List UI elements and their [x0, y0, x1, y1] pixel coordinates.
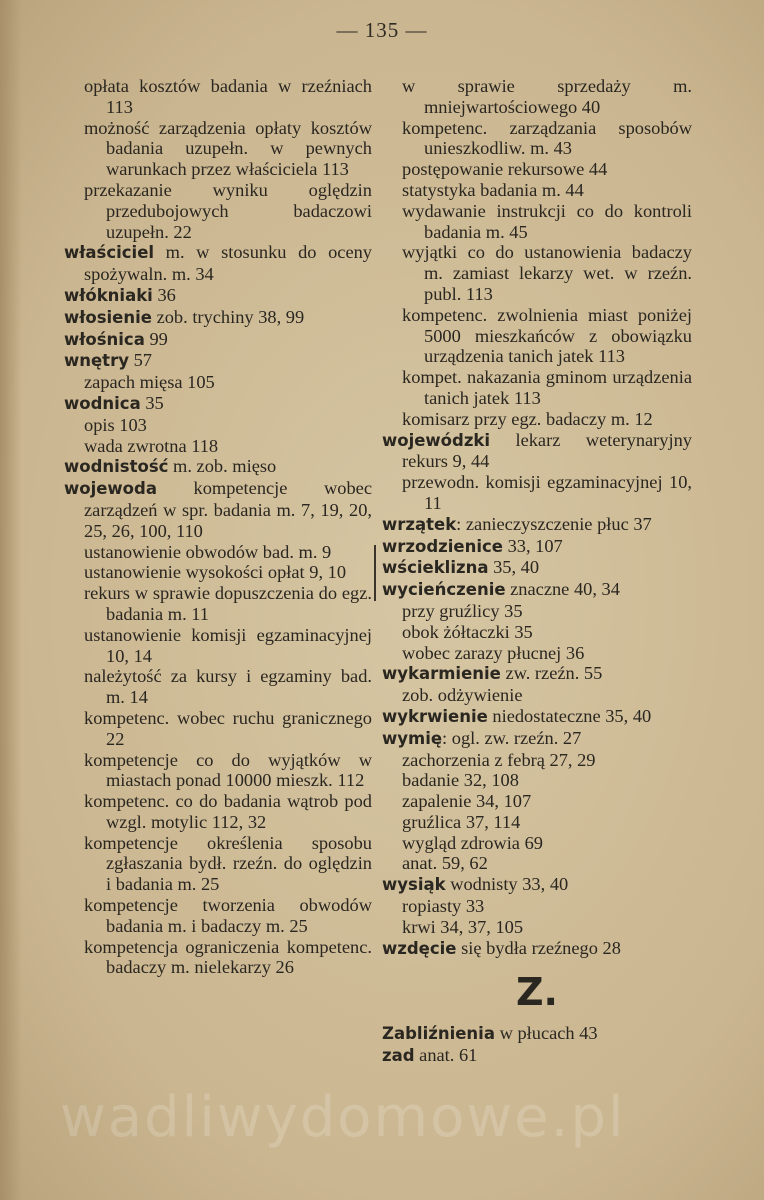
entry-text: wada zwrotna 118 — [84, 435, 219, 456]
entry-text: : zanieczyszczenie płuc 37 — [456, 513, 652, 534]
index-subentry — [382, 601, 692, 622]
entry-headword: zad — [382, 1046, 415, 1066]
index-subentry — [382, 367, 692, 409]
index-subentry — [382, 76, 692, 118]
entry-text: zob. trychiny 38, 99 — [151, 306, 305, 327]
entry-text: możność zarządzenia opłaty kosztów badania uzupełn. w pewnych warunkach przez właściciela 113 — [84, 117, 372, 180]
entry-text: zob. odżywienie — [402, 685, 523, 706]
entry-text: anat. 61 — [414, 1045, 478, 1066]
index-entry — [64, 329, 372, 351]
entry-text: opłata kosztów badania w rzeźniach 113 — [84, 76, 372, 117]
index-subentry — [64, 76, 372, 118]
entry-text: opis 103 — [84, 414, 147, 435]
index-entry — [64, 393, 372, 415]
index-entry — [382, 728, 692, 750]
index-entry — [64, 307, 372, 329]
entry-text: zapach mięsa 105 — [84, 372, 215, 393]
entry-text: : ogl. zw. rzeźn. 27 — [442, 727, 582, 748]
index-column-left — [64, 76, 372, 978]
entry-text: należytość za kursy i egzaminy bad. m. 14 — [84, 666, 372, 708]
index-subentry — [64, 562, 372, 583]
index-entry — [64, 456, 372, 478]
entry-text: kompetenc. zarządzania sposobów unieszkodliw. m. 43 — [402, 117, 692, 159]
entry-text: w sprawie sprzedaży m. mniejwartościowego 40 — [402, 76, 692, 117]
entry-text: statystyka badania m. 44 — [402, 179, 584, 200]
entry-text: zapalenie 34, 107 — [402, 791, 532, 812]
index-subentry — [64, 833, 372, 895]
entry-text: przy gruźlicy 35 — [402, 600, 523, 621]
entry-text: kompetencje co do wyjątków w miastach ponad 10000 mieszk. 112 — [84, 749, 372, 791]
index-subentry — [64, 180, 372, 242]
index-subentry — [382, 812, 692, 833]
entry-text: anat. 59, 62 — [402, 853, 488, 874]
entry-text: obok żółtaczki 35 — [402, 621, 533, 642]
index-entry — [64, 350, 372, 372]
index-subentry — [382, 853, 692, 874]
entry-headword: wrzątek — [382, 514, 457, 534]
entry-text: 99 — [144, 328, 168, 349]
entry-text: 36 — [152, 284, 176, 305]
entry-headword: wrzodzienice — [382, 536, 503, 556]
entry-text: 57 — [128, 350, 152, 371]
index-column-right — [382, 76, 692, 1067]
index-entry — [382, 430, 692, 473]
entry-text: przewodn. komisji egzaminacyjnej 10, 11 — [402, 472, 692, 513]
entry-text: 35 — [140, 392, 164, 413]
index-subentry — [382, 472, 692, 514]
entry-text: m. w stosunku do oceny spożywaln. m. 34 — [84, 242, 372, 285]
entry-headword: włosienie — [64, 307, 152, 327]
entry-headword: wnętry — [64, 351, 129, 371]
entry-text: kompetencje wobec zarządzeń w spr. badania m. 7, 19, 20, 25, 26, 100, 110 — [84, 478, 372, 541]
index-subentry — [64, 708, 372, 750]
entry-text: kompetenc. wobec ruchu granicznego 22 — [84, 707, 372, 749]
index-subentry — [382, 643, 692, 664]
entry-text: zw. rzeźn. 55 — [500, 663, 603, 684]
index-subentry — [382, 750, 692, 771]
entry-text: przekazanie wyniku oględzin przedubojowych badaczowi uzupełn. 22 — [84, 179, 372, 242]
index-subentry — [64, 583, 372, 625]
index-subentry — [64, 791, 372, 833]
entry-text: ustanowienie wysokości opłat 9, 10 — [84, 562, 347, 583]
entry-text: kompetencje tworzenia obwodów badania m. i badaczy m. 25 — [84, 895, 372, 936]
entry-text: krwi 34, 37, 105 — [402, 916, 524, 937]
index-entry — [382, 514, 692, 536]
entry-text: 35, 40 — [488, 557, 540, 578]
entry-text: wobec zarazy płucnej 36 — [402, 642, 585, 663]
entry-text: wygląd zdrowia 69 — [402, 832, 543, 853]
index-entry — [382, 1045, 692, 1067]
index-entry — [382, 874, 692, 896]
index-subentry — [64, 542, 372, 563]
index-entry — [382, 579, 692, 601]
entry-text: kompetencje określenia sposobu zgłaszania bydł. rzeźn. do oględzin i badania m. 25 — [84, 832, 372, 895]
index-subentry — [64, 895, 372, 937]
entry-text: rekurs w sprawie dopuszczenia do egz. badania m. 11 — [84, 583, 372, 624]
entry-text: wodnisty 33, 40 — [445, 874, 569, 895]
index-entry — [382, 938, 692, 960]
index-subentry — [382, 409, 692, 430]
entry-text: kompetenc. co do badania wątrob pod wzgl. motylic 112, 32 — [84, 791, 372, 832]
entry-text: 33, 107 — [502, 535, 563, 556]
index-subentry — [64, 750, 372, 792]
page-number: — 135 — — [336, 18, 428, 42]
index-subentry — [64, 666, 372, 708]
index-entry — [64, 242, 372, 285]
page-edge-shadow — [0, 0, 22, 1200]
index-subentry — [64, 415, 372, 436]
entry-text: postępowanie rekursowe 44 — [402, 159, 608, 180]
index-entry — [64, 478, 372, 541]
entry-text: się bydła rzeźnego 28 — [456, 937, 621, 958]
index-entry — [382, 663, 692, 685]
entry-headword: wścieklizna — [382, 558, 489, 578]
index-subentry — [382, 685, 692, 706]
index-subentry — [382, 305, 692, 367]
entry-text: kompet. nakazania gminom urządzenia tanich jatek 113 — [402, 367, 692, 408]
index-subentry — [64, 436, 372, 457]
index-subentry — [382, 159, 692, 180]
index-subentry — [382, 180, 692, 201]
entry-text: niedostateczne 35, 40 — [487, 705, 652, 726]
entry-text: wydawanie instrukcji co do kontroli badania m. 45 — [402, 200, 692, 242]
index-entry — [382, 706, 692, 728]
entry-headword: wodnistość — [64, 457, 169, 477]
index-subentry — [64, 118, 372, 180]
entry-text: zachorzenia z febrą 27, 29 — [402, 749, 596, 770]
index-subentry — [382, 201, 692, 243]
entry-text: ustanowienie obwodów bad. m. 9 — [84, 541, 332, 562]
index-subentry — [382, 622, 692, 643]
entry-text: wyjątki co do ustanowienia badaczy m. zamiast lekarzy wet. w rzeźn. publ. 113 — [402, 242, 692, 304]
index-entry — [64, 285, 372, 307]
entry-text: znaczne 40, 34 — [505, 579, 620, 600]
index-subentry — [382, 118, 692, 160]
entry-headword: wojewoda — [64, 479, 157, 499]
entry-headword: wykarmienie — [382, 664, 501, 684]
entry-headword: włókniaki — [64, 285, 153, 305]
entry-text: kompetenc. zwolnienia miast poniżej 5000 mieszkańców z obowiązku urządzenia tanich jatek 113 — [402, 304, 692, 367]
entry-headword: Zabliźnienia — [382, 1024, 495, 1044]
entry-text: w płucach 43 — [494, 1023, 598, 1044]
index-subentry — [64, 937, 372, 979]
index-subentry — [382, 917, 692, 938]
index-subentry — [382, 896, 692, 917]
entry-headword: wodnica — [64, 393, 141, 413]
entry-headword: wycieńczenie — [382, 580, 506, 600]
section-letter: Z. — [516, 970, 558, 1015]
entry-text: badanie 32, 108 — [402, 770, 519, 791]
entry-text: komisarz przy egz. badaczy m. 12 — [402, 408, 653, 429]
column-divider — [374, 545, 376, 601]
entry-headword: włośnica — [64, 329, 145, 349]
index-subentry — [64, 372, 372, 393]
index-entry — [382, 1023, 692, 1045]
entry-headword: wymię — [382, 728, 443, 748]
entry-headword: wykrwienie — [382, 706, 488, 726]
entry-headword: wojewódzki — [382, 430, 491, 450]
entry-text: ustanowienie komisji egzaminacyjnej 10, 14 — [84, 624, 372, 666]
entry-text: kompetencja ograniczenia kompetenc. badaczy m. nielekarzy 26 — [84, 936, 372, 978]
entry-headword: wysiąk — [382, 875, 446, 895]
index-subentry — [64, 625, 372, 667]
entry-text: lekarz weterynaryjny rekurs 9, 44 — [402, 429, 692, 472]
entry-headword: wzdęcie — [382, 938, 457, 958]
entry-text: gruźlica 37, 114 — [402, 811, 521, 832]
watermark: wadliwydomowe.pl — [60, 1085, 626, 1150]
entry-text: m. zob. mięso — [168, 456, 277, 477]
index-subentry — [382, 833, 692, 854]
index-entry — [382, 536, 692, 558]
index-subentry — [382, 242, 692, 304]
index-entry — [382, 557, 692, 579]
index-subentry — [382, 791, 692, 812]
index-subentry — [382, 770, 692, 791]
entry-text: ropiasty 33 — [402, 896, 485, 917]
entry-headword: właściciel — [64, 243, 155, 263]
